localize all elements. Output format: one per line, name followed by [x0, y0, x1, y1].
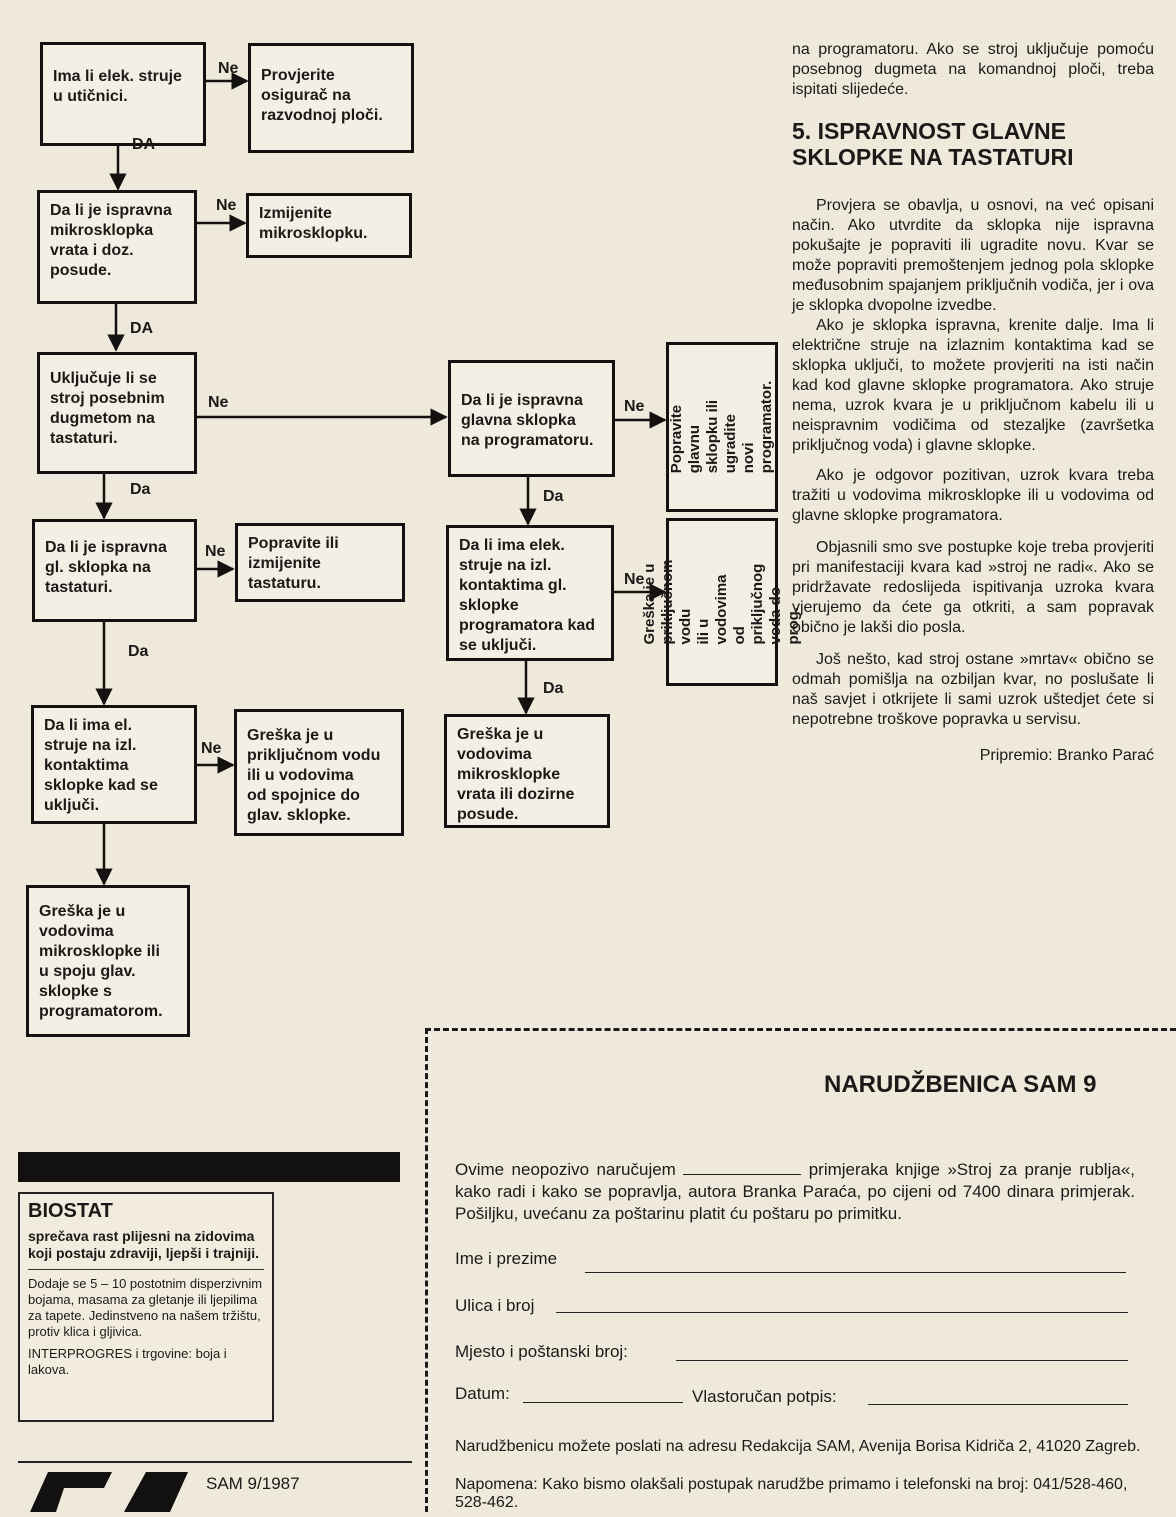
flow-box-fault-cable-programmer-text: Greška je u priključnom vodu ili u vodovima od priključnog voda do prog.: [641, 559, 802, 645]
order-note: Napomena: Kako bismo olakšali postupak narudžbe primamo i telefonski na broj: 041/528-460, 528-462.: [455, 1476, 1128, 1511]
date-label: Datum:: [455, 1384, 510, 1403]
label-da-7: Da: [543, 680, 564, 697]
article-intro: na programatoru. Ako se stroj uključuje pomoću posebnog dugmeta na komandnoj ploči, treba ispitati slijedeće.: [792, 41, 1154, 98]
flow-box-replace-microswitch: Izmijenite mikrosklopku.: [246, 193, 412, 258]
name-field[interactable]: [585, 1272, 1126, 1273]
street-label: Ulica i broj: [455, 1296, 535, 1315]
article-byline: Pripremio: Branko Parać: [979, 747, 1154, 764]
ad-black-bar: [18, 1152, 400, 1182]
footer-issue: SAM 9/1987: [206, 1474, 300, 1493]
signature-field[interactable]: [868, 1404, 1128, 1405]
ad-biostat: [18, 1192, 274, 1422]
order-address: Narudžbenicu možete poslati na adresu Redakcija SAM, Avenija Borisa Kidriča 2, 41020 Zagreb.: [455, 1438, 1141, 1455]
flow-box-programmer-switch: Da li je ispravna glavna sklopka na programatoru.: [448, 360, 615, 477]
article-column: [792, 40, 1154, 766]
label-ne-3: Ne: [208, 394, 229, 411]
ad-title: BIOSTAT: [28, 1200, 113, 1222]
quantity-field[interactable]: [683, 1160, 801, 1175]
flow-box-fault-cable-programmer: [641, 518, 802, 686]
order-text-after: primjeraka knjige »Stroj za pranje rublja«, kako radi i kako se popravlja, autora Branka Paraća, po cijeni od 7400 dinara primjerak. Pošiljku, uvećanu za poštarinu platit ću poštaru po primitku.: [455, 1160, 1135, 1223]
article-heading: 5. ISPRAVNOST GLAVNE SKLOPKE NA TASTATURI: [792, 118, 1074, 170]
label-da-4: Da: [128, 643, 149, 660]
flow-box-keyboard-switch: Da li je ispravna gl. sklopka na tastaturi.: [32, 519, 197, 622]
flow-box-fault-microswitch-door: Greška je u vodovima mikrosklopke vrata ili dozirne posude.: [444, 714, 610, 828]
label-da-1: DA: [132, 136, 156, 153]
flow-box-fault-cable-switch: Greška je u priključnom vodu ili u vodovima od spojnice do glav. sklopke.: [234, 709, 404, 836]
label-da-2: DA: [130, 320, 154, 337]
article-paragraph: Još nešto, kad stroj ostane »mrtav« obično se odmah pomišlja na ozbiljan kvar, no poslušate li naš savjet i otkrijete li sami uzrok uštedjet ćete si nepotrebne troškove popravka u servisu.: [792, 651, 1154, 728]
flow-box-output-contacts: Da li ima el. struje na izl. kontaktima sklopke kad se uključi.: [31, 705, 197, 824]
street-field[interactable]: [556, 1312, 1128, 1313]
date-field[interactable]: [523, 1402, 683, 1403]
ad-dealer: INTERPROGRES i trgovine: boja i lakova.: [28, 1346, 227, 1377]
label-da-6: Da: [543, 488, 564, 505]
flow-box-replace-programmer-text: Popravite glavnu sklopku ili ugradite novi programator.: [668, 380, 775, 474]
label-ne-6: Ne: [624, 398, 645, 415]
city-label: Mjesto i poštanski broj:: [455, 1342, 628, 1361]
flow-box-power-button: Uključuje li se stroj posebnim dugmetom na tastaturi.: [37, 352, 197, 474]
article-paragraph: Objasnili smo sve postupke koje treba provjeriti pri manifestaciji kvara kad »stroj ne radi«. Ako se pridržavate redoslijeda ispitivanja uzroka kvara vjerujemo da ćete ga otkriti, a sam popravak obično je lakši dio posla.: [792, 539, 1154, 636]
order-text-before: Ovime neopozivo naručujem: [455, 1160, 676, 1179]
label-ne-4: Ne: [205, 543, 226, 560]
name-label: Ime i prezime: [455, 1249, 558, 1268]
article-paragraph: Ako je odgovor pozitivan, uzrok kvara treba tražiti u vodovima mikrosklopke ili u vodovima od glavne sklopke programatora.: [792, 467, 1154, 524]
label-ne-5: Ne: [201, 740, 222, 757]
article-paragraph: Provjera se obavlja, u osnovi, na već opisani način. Ako utvrdite da sklopka nije ispravna pokušajte je popraviti ili ugradite novu. Kvar se može popraviti premoštenjem jednog pola sklopke međusobnim spajanjem priključnih vodiča, jer i ova je sklopka dvopolne izvedbe.: [792, 197, 1154, 314]
article-paragraph: Ako je sklopka ispravna, krenite dalje. Ima li električne struje na izlaznim kontaktima kad se sklopka uključi, to možete provjeriti na isti način kad kod glavne sklopke programatora. Ako struje nema, uzrok kvara je u priključnom kabelu ili u neispravnim vodičima od stezaljke (završetka priključnog voda) i glavne sklopke.: [792, 317, 1154, 454]
city-field[interactable]: [676, 1360, 1128, 1361]
signature-label: Vlastoručan potpis:: [692, 1387, 837, 1406]
footer-rule: [18, 1461, 412, 1463]
flow-box-replace-programmer: [666, 342, 778, 512]
order-form-intro: [455, 1159, 1135, 1225]
flow-box-fault-microswitch-programmer: Greška je u vodovima mikrosklopke ili u spoju glav. sklopke s programatorom.: [26, 885, 190, 1037]
flow-box-power-outlet: Ima li elek. struje u utičnici.: [40, 42, 206, 146]
label-ne-7: Ne: [624, 571, 645, 588]
label-da-3: Da: [130, 481, 151, 498]
sam-logo: [20, 1466, 200, 1512]
label-ne-1: Ne: [218, 60, 239, 77]
flow-box-check-fuse: Provjerite osigurač na razvodnoj ploči.: [248, 43, 414, 153]
ad-divider: [28, 1269, 264, 1270]
ad-tagline: sprečava rast plijesni na zidovima koji postaju zdraviji, ljepši i trajniji.: [28, 1228, 260, 1261]
flow-box-door-microswitch: Da li je ispravna mikrosklopka vrata i doz. posude.: [37, 190, 197, 304]
flow-box-repair-keyboard: Popravite ili izmijenite tastaturu.: [235, 523, 405, 602]
ad-body: Dodaje se 5 – 10 postotnim disperzivnim bojama, masama za gletanje ili ljepilima za tapete. Jedinstveno na našem tržištu, protiv klica i gljivica.: [28, 1276, 263, 1339]
flow-box-programmer-contacts: Da li ima elek. struje na izl. kontaktima gl. sklopke programatora kad se uključi.: [446, 525, 614, 661]
order-form-title: NARUDŽBENICA SAM 9: [824, 1071, 1097, 1098]
label-ne-2: Ne: [216, 197, 237, 214]
